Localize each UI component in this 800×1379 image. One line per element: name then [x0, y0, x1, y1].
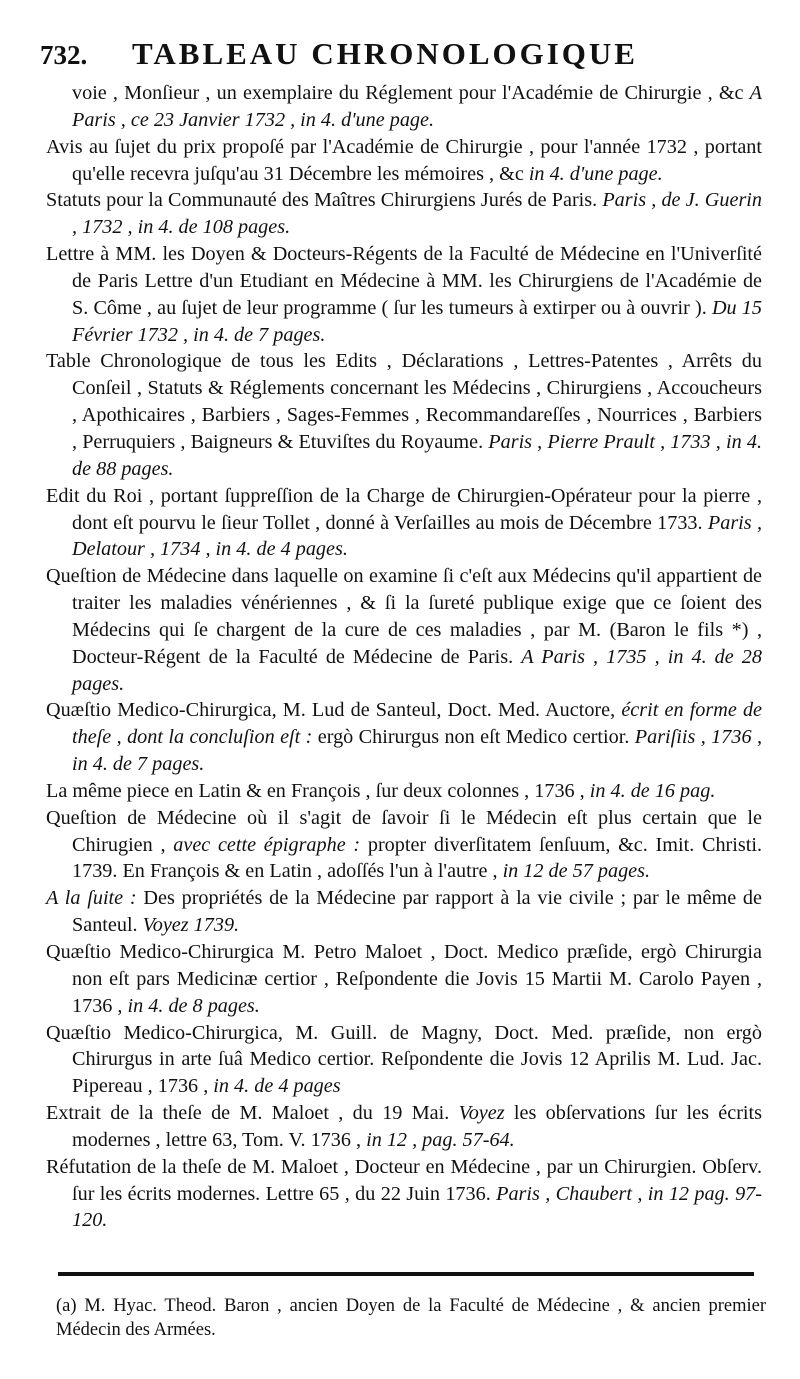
bibliography-entries	[46, 80, 762, 1234]
entry-imprint: avec cette épigraphe :	[173, 833, 368, 856]
entry-imprint: A Paris , ce 23 Janvier 1732 , in 4. d'une page.	[72, 82, 762, 131]
entry-text: Quæſtio Medico-Chirurgica, M. Guill. de Magny, Doct. Med. præſide, non ergò Chirurgus in arte ſuâ Medico certior. Reſpondente die Jovis 12 Aprilis M. Lud. Jac. Pipereau , 1736 ,	[46, 1021, 762, 1098]
entry-imprint: in 12 de 57 pages.	[502, 860, 651, 883]
entry-text: les obſervations ſur les écrits modernes , lettre 63, Tom. V. 1736 ,	[72, 1102, 762, 1151]
entry-imprint: Paris , Pierre Prault , 1733 , in 4. de 88 pages.	[72, 430, 762, 480]
bibliography-entry	[46, 134, 762, 188]
bibliography-entry	[46, 697, 762, 778]
entry-imprint: Paris , Chaubert , in 12 pag. 97-120.	[72, 1182, 762, 1232]
entry-imprint: écrit en forme de theſe , dont la concluſion eſt :	[72, 699, 762, 749]
entry-text: Edit du Roi , portant ſuppreſſion de la Charge de Chirurgien-Opérateur pour la pierre , dont eſt pourvu le ſieur Tollet , donné à Verſailles au mois de Décembre 1733.	[46, 484, 762, 534]
bibliography-entry	[46, 885, 762, 939]
entry-imprint: A la ſuite :	[46, 887, 144, 910]
entry-text: propter diverſitatem ſenſuum, &c. Imit. Christi. 1739. En François & en Latin , adoſſés l'un à l'autre ,	[72, 833, 762, 883]
footnote-rule	[58, 1272, 754, 1276]
entry-text: Quæſtio Medico-Chirurgica, M. Lud de Santeul, Doct. Med. Auctore,	[46, 699, 622, 722]
entry-text: Statuts pour la Communauté des Maîtres Chirurgiens Jurés de Paris.	[46, 189, 603, 212]
bibliography-entry	[46, 1020, 762, 1101]
entry-text: Lettre à MM. les Doyen & Docteurs-Régents de la Faculté de Médecine en l'Univerſité de Paris Lettre d'un Etudiant en Médecine à MM. les Chirurgiens de l'Académie de S. Côme , au ſujet de leur programme ( ſur les tumeurs à extirper ou à ouvrir ).	[46, 243, 762, 319]
entry-imprint: Du 15 Février 1732 , in 4. de 7 pages.	[72, 296, 762, 346]
entry-imprint: Voyez 1739.	[142, 914, 240, 937]
entry-text: Avis au ſujet du prix propoſé par l'Académie de Chirurgie , pour l'année 1732 , portant qu'elle recevra juſqu'au 31 Décembre les mémoires , &c	[46, 135, 762, 185]
entry-imprint: Paris , Delatour , 1734 , in 4. de 4 pages.	[72, 511, 762, 561]
entry-imprint: in 4. de 8 pages.	[127, 994, 260, 1017]
entry-text: La même piece en Latin & en François , ſur deux colonnes , 1736 ,	[46, 779, 590, 802]
entry-imprint: Pariſiis , 1736 , in 4. de 7 pages.	[72, 726, 762, 776]
entry-imprint: in 4. de 4 pages	[213, 1075, 341, 1098]
entry-imprint: in 12 , pag. 57-64.	[366, 1128, 515, 1151]
entry-text: Réfutation de la theſe de M. Maloet , Docteur en Médecine , par un Chirurgien. Obſerv. ſur les écrits modernes. Lettre 65 , du 22 Juin 1736.	[46, 1155, 762, 1205]
bibliography-entry	[46, 483, 762, 564]
entry-imprint: in 4. de 16 pag.	[589, 779, 716, 802]
entry-imprint: Paris , de J. Guerin , 1732 , in 4. de 108 pages.	[72, 189, 763, 239]
bibliography-entry	[46, 80, 762, 134]
entry-text: Extrait de la theſe de M. Maloet , du 19 Mai.	[46, 1102, 459, 1125]
footnote: (a) M. Hyac. Theod. Baron , ancien Doyen de la Faculté de Médecine , & ancien premier Médecin des Armées.	[56, 1296, 766, 1340]
bibliography-entry	[46, 187, 762, 241]
bibliography-entry	[46, 348, 762, 482]
bibliography-entry	[46, 939, 762, 1020]
page-header	[40, 36, 780, 76]
bibliography-entry	[46, 563, 762, 697]
page-number: 732.	[40, 40, 88, 70]
bibliography-entry	[46, 1100, 762, 1154]
entry-text: Queſtion de Médecine où il s'agit de ſavoir ſi le Médecin eſt plus certain que le Chirugien ,	[46, 806, 762, 856]
entry-text: Des propriétés de la Médecine par rapport à la vie civile ; par le même de Santeul.	[72, 887, 762, 937]
entry-text: Queſtion de Médecine dans laquelle on examine ſi c'eſt aux Médecins qu'il appartient de traiter les maladies vénériennes , & ſi la ſureté publique exige que ce ſoient des Médecins qui ſe chargent de la cure de ces maladies , par M. (Baron le fils *) , Docteur-Régent de la Faculté de Médecine de Paris.	[46, 565, 762, 668]
entry-imprint: A Paris , 1735 , in 4. de 28 pages.	[72, 645, 762, 695]
entry-text: ergò Chirurgus non eſt Medico certior.	[317, 726, 635, 749]
bibliography-entry	[46, 805, 762, 886]
bibliography-entry	[46, 241, 762, 348]
bibliography-entry	[46, 778, 762, 805]
entry-text: Table Chronologique de tous les Edits , Déclarations , Lettres-Patentes , Arrêts du Conſeil , Statuts & Réglements concernant les Médecins , Chirurgiens , Accoucheurs , Apothicaires , Barbiers , Sages-Femmes , Recommandareſſes , Nourrices , Barbiers , Perruquiers , Baigneurs & Etuviſtes du Royaume.	[46, 350, 762, 453]
entry-text: Quæſtio Medico-Chirurgica M. Petro Maloet , Doct. Medico præſide, ergò Chirurgia non eſt pars Medicinæ certior , Reſpondente die Jovis 15 Martii M. Carolo Payen , 1736 ,	[46, 941, 762, 1017]
bibliography-entry	[46, 1154, 762, 1235]
entry-imprint: in 4. d'une page.	[528, 162, 663, 185]
entry-text: voie , Monſieur , un exemplaire du Réglement pour l'Académie de Chirurgie , &c	[72, 82, 750, 104]
entry-imprint: Voyez	[458, 1102, 514, 1125]
running-title: TABLEAU CHRONOLOGIQUE	[132, 36, 638, 71]
